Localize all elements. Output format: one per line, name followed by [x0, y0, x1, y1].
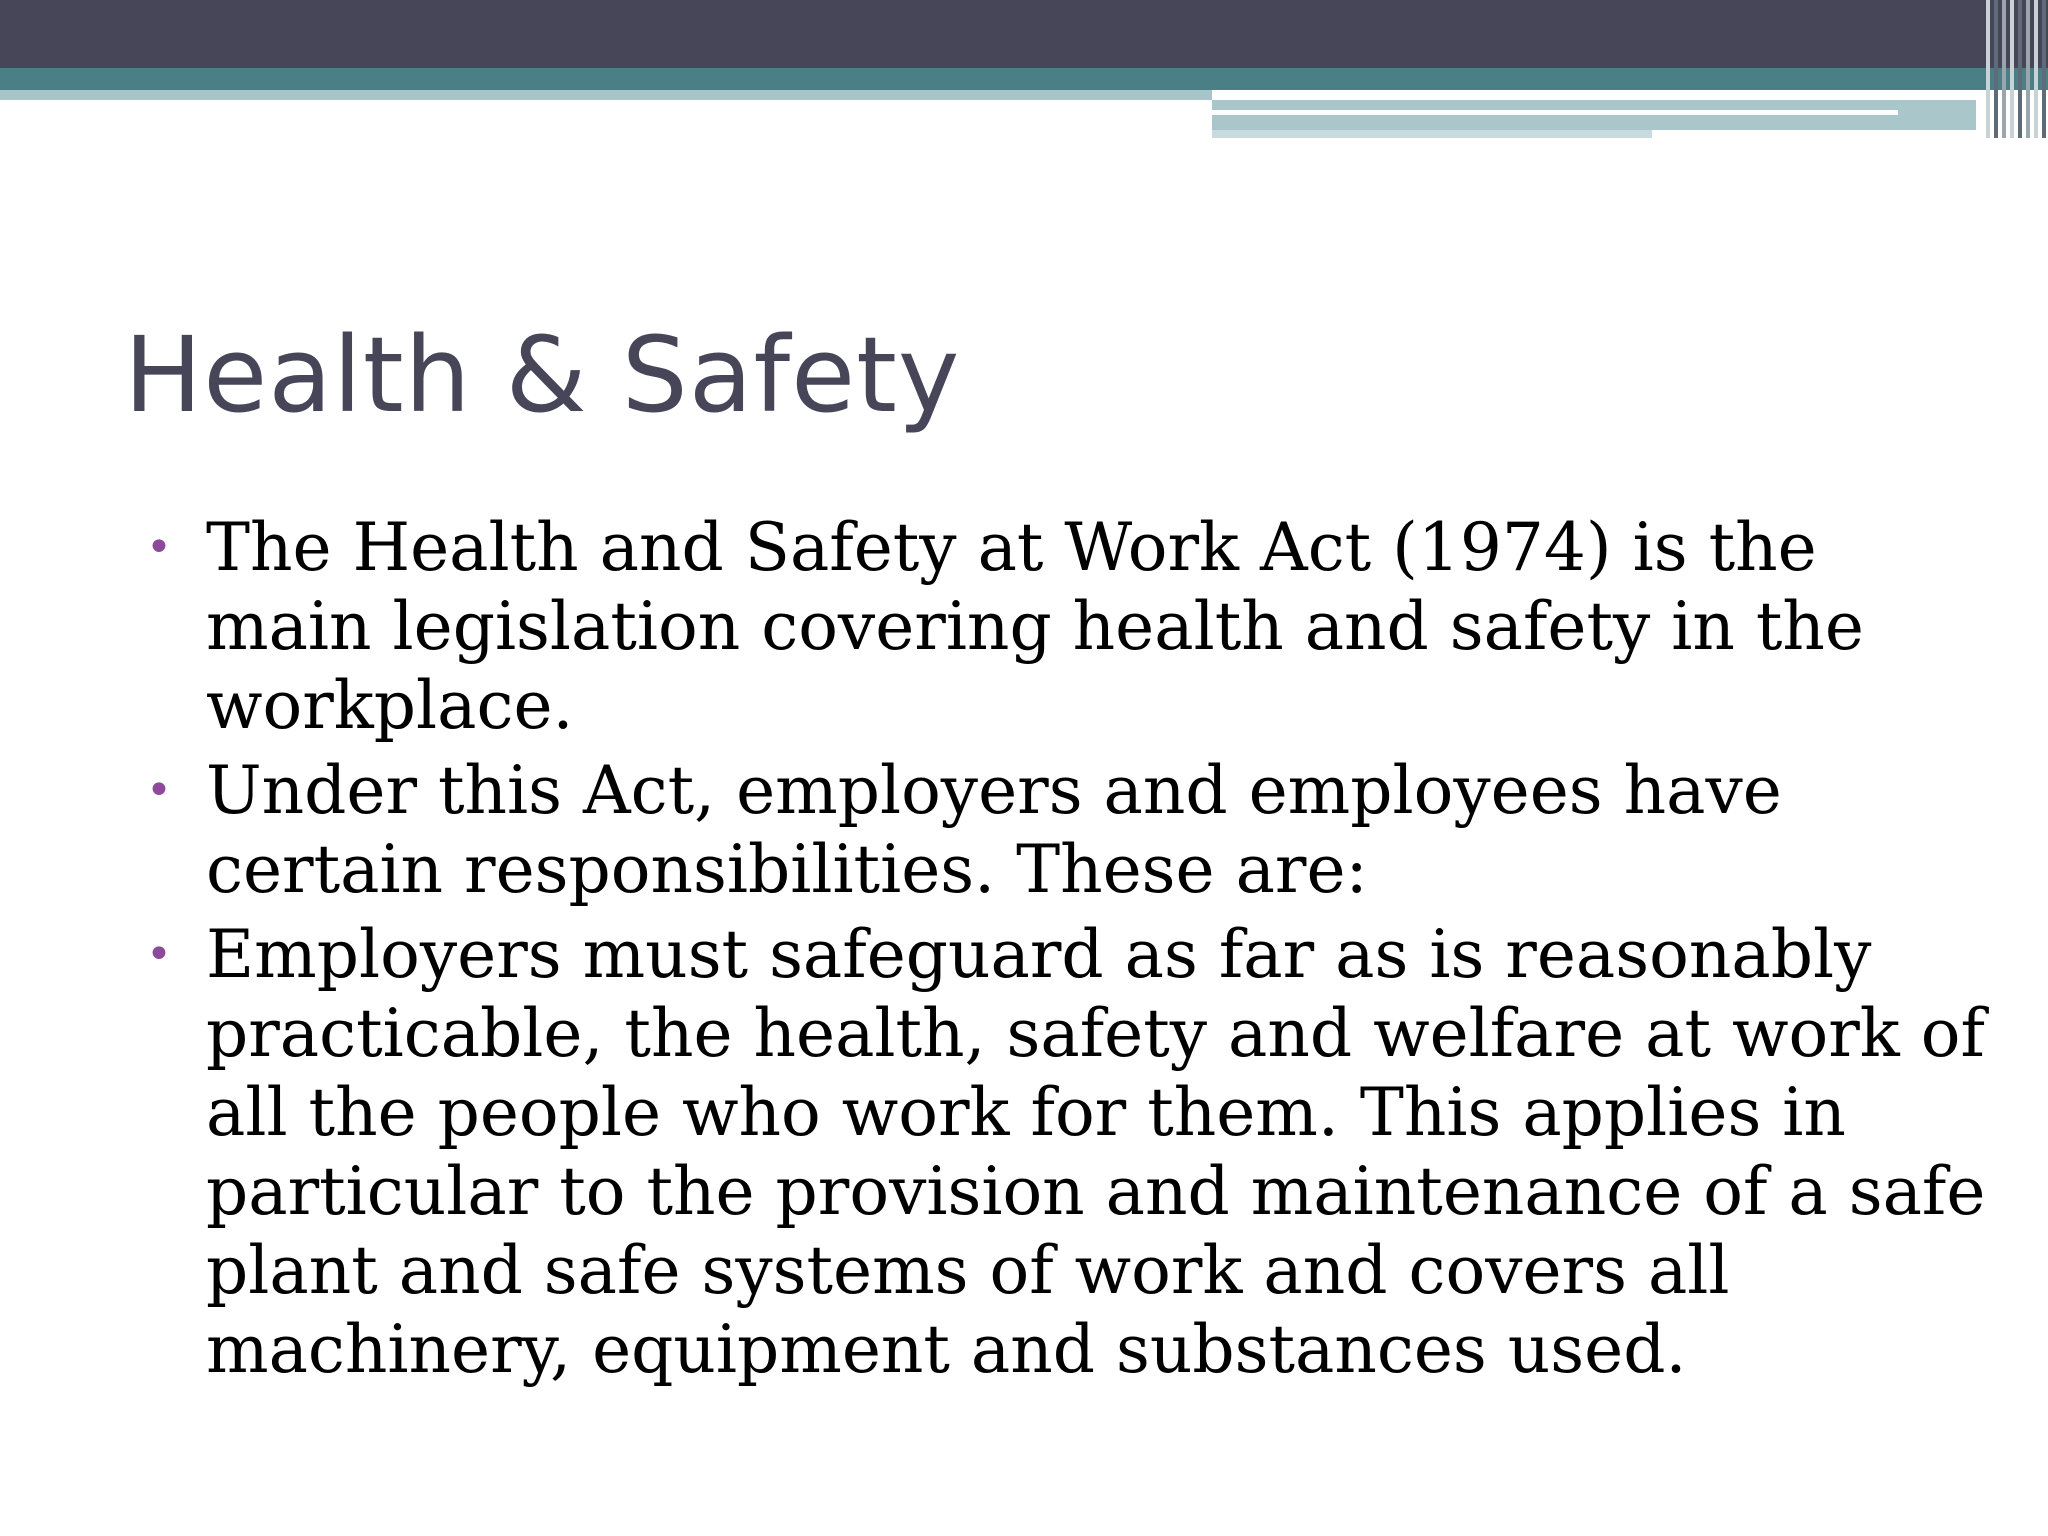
- bullet-item: [146, 751, 1986, 909]
- bullet-item: [146, 508, 1986, 745]
- slide-title: Health & Safety: [124, 314, 961, 436]
- bullet-list: [146, 508, 1986, 1395]
- bullet-text: Employers must safeguard as far as is reasonably practicable, the health, safety and welfare at work of all the people who work for them. This applies in particular to the provision and maintenance of a safe plant and safe systems of work and covers all machinery, equipment and substances used.: [206, 916, 1986, 1388]
- bullet-marker-icon: •: [146, 929, 172, 980]
- header-band-teal: [0, 68, 2048, 90]
- bullet-text: Under this Act, employers and employees have certain responsibilities. These are:: [206, 752, 1782, 908]
- header-band-right-lower: [1212, 130, 1652, 138]
- bullet-marker-icon: •: [146, 522, 172, 573]
- header-band-right-block: [1212, 100, 1976, 130]
- header-band-light: [0, 90, 1212, 100]
- bullet-marker-icon: •: [146, 765, 172, 816]
- bullet-item: [146, 915, 1986, 1389]
- bullet-text: The Health and Safety at Work Act (1974) is the main legislation covering health and safety in the workplace.: [206, 509, 1864, 744]
- header-band-dark: [0, 0, 2048, 68]
- header-band-right-line: [1212, 110, 1898, 115]
- header-vertical-stripes: [1982, 0, 2048, 138]
